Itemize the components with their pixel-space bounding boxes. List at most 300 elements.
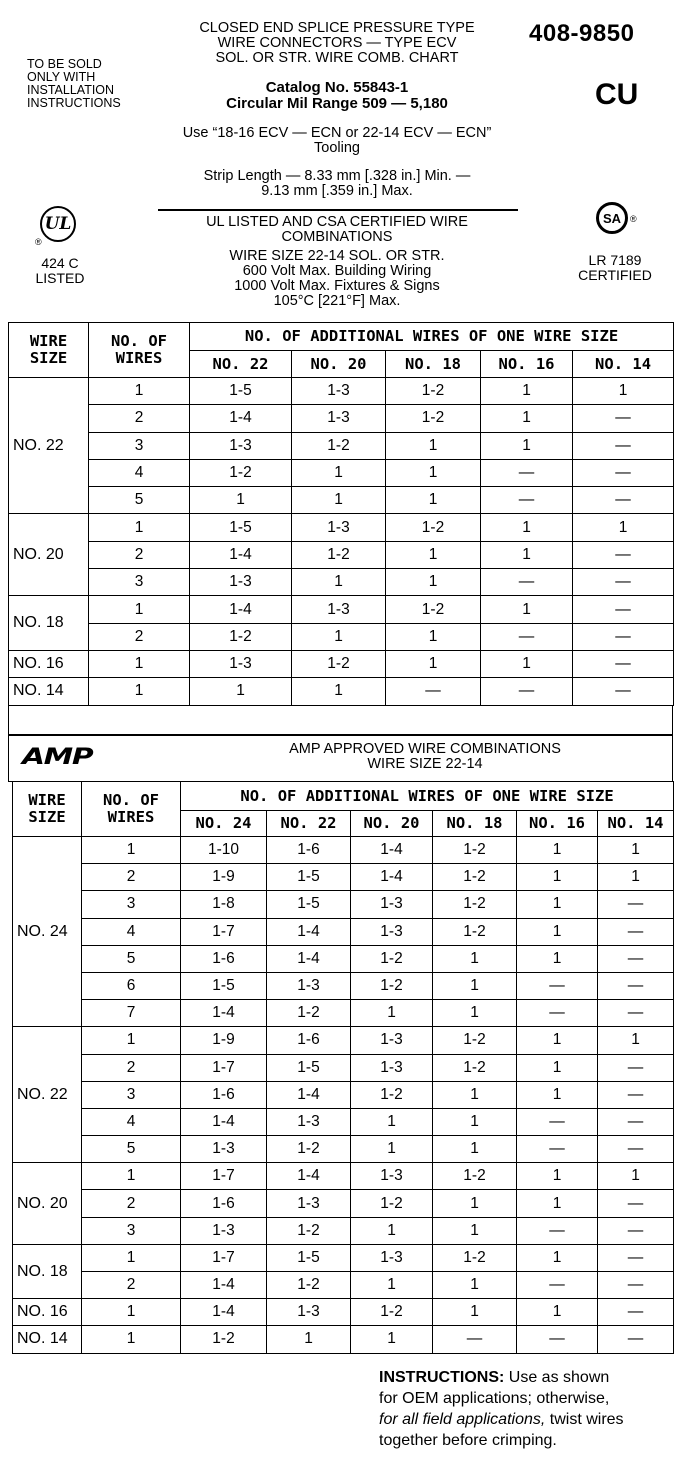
value-cell: 1-3 <box>190 569 292 596</box>
no-of-wires-cell: 3 <box>89 569 190 596</box>
spec-line: 1000 Volt Max. Fixtures & Signs <box>234 278 440 294</box>
value-cell: 1-3 <box>292 514 386 541</box>
value-cell: 1 <box>190 487 292 514</box>
no-of-wires-cell: 5 <box>89 487 190 514</box>
value-cell: — <box>573 405 674 432</box>
value-cell: 1 <box>433 1190 517 1217</box>
table-row <box>13 1299 674 1326</box>
circular-mil-range: Circular Mil Range 509 — 5,180 <box>226 95 448 112</box>
ul-cert-line: 424 C <box>41 255 79 271</box>
registered-mark-icon: ® <box>35 237 42 247</box>
value-cell: 1 <box>481 405 573 432</box>
value-cell: 1-2 <box>433 891 517 918</box>
wire-size-cell: NO. 16 <box>13 1299 82 1326</box>
value-cell: 1 <box>481 378 573 405</box>
column-header: NO. 22 <box>267 811 351 837</box>
strip-line: Strip Length — 8.33 mm [.328 in.] Min. — <box>203 168 471 184</box>
value-cell: — <box>481 569 573 596</box>
value-cell: 1-2 <box>190 459 292 486</box>
value-cell: — <box>598 891 674 918</box>
value-cell: — <box>386 678 481 705</box>
no-of-wires-cell: 5 <box>82 945 181 972</box>
no-of-wires-cell: 1 <box>82 1163 181 1190</box>
note-line: INSTRUCTIONS <box>27 96 121 110</box>
note-line: ONLY WITH <box>27 70 96 84</box>
sale-note <box>27 58 121 110</box>
value-cell: 1-2 <box>267 1272 351 1299</box>
value-cell: 1-3 <box>292 405 386 432</box>
value-cell: 1-7 <box>181 1244 267 1271</box>
value-cell: — <box>573 487 674 514</box>
value-cell: 1 <box>386 569 481 596</box>
no-of-wires-cell: 3 <box>82 1081 181 1108</box>
value-cell: 1-6 <box>181 945 267 972</box>
wire-size-cell: NO. 14 <box>13 1326 82 1353</box>
value-cell: — <box>573 541 674 568</box>
csa-logo-text: SA <box>602 210 622 226</box>
value-cell: 1-2 <box>386 405 481 432</box>
value-cell: — <box>598 1244 674 1271</box>
value-cell: — <box>598 918 674 945</box>
value-cell: 1 <box>517 1244 598 1271</box>
amp-logo-icon: AMP <box>22 745 93 770</box>
table-row <box>9 596 674 623</box>
value-cell: 1-2 <box>386 378 481 405</box>
value-cell: — <box>517 1217 598 1244</box>
header-row <box>13 782 674 811</box>
value-cell: 1-7 <box>181 1054 267 1081</box>
header-line: SIZE <box>29 349 68 367</box>
no-of-wires-cell: 1 <box>82 1027 181 1054</box>
value-cell: — <box>598 1081 674 1108</box>
value-cell: 1 <box>386 541 481 568</box>
header-line: WIRE <box>29 332 68 350</box>
value-cell: 1-4 <box>190 405 292 432</box>
material-code: CU <box>595 78 639 111</box>
value-cell: 1 <box>517 1027 598 1054</box>
no-of-wires-cell: 4 <box>82 1108 181 1135</box>
no-of-wires-cell: 4 <box>82 918 181 945</box>
value-cell: 1-3 <box>267 972 351 999</box>
value-cell: 1-4 <box>190 541 292 568</box>
value-cell: 1 <box>351 1272 433 1299</box>
header-line: SIZE <box>28 808 66 826</box>
instructions-line-2: for OEM applications; otherwise, <box>379 1390 610 1407</box>
header-line: NO. OF <box>111 332 167 350</box>
value-cell: 1-2 <box>292 432 386 459</box>
value-cell: 1-2 <box>267 1136 351 1163</box>
value-cell: 1 <box>598 1163 674 1190</box>
value-cell: — <box>517 1272 598 1299</box>
wire-size-cell: NO. 20 <box>13 1163 82 1245</box>
value-cell: 1 <box>573 378 674 405</box>
table-row <box>9 514 674 541</box>
value-cell: 1 <box>517 1054 598 1081</box>
wire-size-header <box>13 782 82 837</box>
column-header: NO. 14 <box>573 351 674 378</box>
value-cell: 1 <box>292 569 386 596</box>
ul-certification <box>20 256 100 286</box>
value-cell: 1-4 <box>181 1108 267 1135</box>
note-line: INSTALLATION <box>27 83 115 97</box>
value-cell: — <box>598 1054 674 1081</box>
instructions-label: INSTRUCTIONS: <box>379 1369 505 1386</box>
additional-wires-header: NO. OF ADDITIONAL WIRES OF ONE WIRE SIZE <box>190 323 674 351</box>
no-of-wires-cell: 5 <box>82 1136 181 1163</box>
value-cell: 1-3 <box>292 378 386 405</box>
tooling-line: Use “18-16 ECV — ECN or 22-14 ECV — ECN” <box>182 125 492 141</box>
instructions <box>379 1367 679 1451</box>
value-cell: 1 <box>517 1163 598 1190</box>
table-row <box>9 405 674 432</box>
column-header: NO. 14 <box>598 811 674 837</box>
table-spacer <box>8 706 673 736</box>
spec-line: 600 Volt Max. Building Wiring <box>242 263 432 279</box>
value-cell: 1-5 <box>267 1054 351 1081</box>
no-of-wires-cell: 1 <box>82 837 181 864</box>
title-line: CLOSED END SPLICE PRESSURE TYPE <box>199 20 475 36</box>
value-cell: 1 <box>190 678 292 705</box>
value-cell: — <box>598 1299 674 1326</box>
no-of-wires-cell: 2 <box>82 1190 181 1217</box>
column-header: NO. 18 <box>433 811 517 837</box>
value-cell: 1 <box>481 432 573 459</box>
no-of-wires-header <box>82 782 181 837</box>
column-header: NO. 22 <box>190 351 292 378</box>
instructions-line-3 <box>379 1409 679 1430</box>
instructions-line-1 <box>379 1367 679 1388</box>
value-cell: 1-2 <box>292 650 386 677</box>
value-cell: 1-3 <box>267 1299 351 1326</box>
no-of-wires-header <box>89 323 190 378</box>
value-cell: 1-6 <box>267 1027 351 1054</box>
value-cell: 1 <box>433 1000 517 1027</box>
table-row <box>13 1027 674 1054</box>
value-cell: 1-4 <box>267 1081 351 1108</box>
value-cell: 1 <box>433 1272 517 1299</box>
value-cell: 1 <box>433 1081 517 1108</box>
value-cell: 1-3 <box>292 596 386 623</box>
table-row <box>9 541 674 568</box>
value-cell: — <box>481 678 573 705</box>
value-cell: 1 <box>386 459 481 486</box>
table-row <box>9 678 674 705</box>
heading-line: UL LISTED AND CSA CERTIFIED WIRE <box>206 214 468 230</box>
no-of-wires-cell: 2 <box>82 1054 181 1081</box>
no-of-wires-cell: 1 <box>89 378 190 405</box>
divider <box>158 209 518 211</box>
value-cell: — <box>573 678 674 705</box>
csa-cert-line: CERTIFIED <box>578 267 652 283</box>
value-cell: 1 <box>386 432 481 459</box>
value-cell: — <box>598 1000 674 1027</box>
value-cell: — <box>433 1326 517 1353</box>
no-of-wires-cell: 1 <box>89 596 190 623</box>
wire-size-cell: NO. 18 <box>9 596 89 651</box>
column-header: NO. 20 <box>292 351 386 378</box>
value-cell: — <box>481 459 573 486</box>
wire-size-cell: NO. 22 <box>9 378 89 514</box>
header-line: NO. OF <box>103 791 159 809</box>
value-cell: 1-4 <box>181 1000 267 1027</box>
column-header: NO. 24 <box>181 811 267 837</box>
value-cell: 1 <box>292 487 386 514</box>
no-of-wires-cell: 2 <box>89 541 190 568</box>
value-cell: 1 <box>386 623 481 650</box>
value-cell: 1 <box>433 1217 517 1244</box>
value-cell: 1-4 <box>181 1299 267 1326</box>
ul-logo-icon <box>40 206 76 242</box>
value-cell: 1-2 <box>433 1163 517 1190</box>
value-cell: 1 <box>481 541 573 568</box>
no-of-wires-cell: 2 <box>89 623 190 650</box>
column-header: NO. 20 <box>351 811 433 837</box>
value-cell: 1 <box>517 891 598 918</box>
csa-cert-line: LR 7189 <box>588 252 642 268</box>
value-cell: — <box>481 487 573 514</box>
wire-size-cell: NO. 18 <box>13 1244 82 1298</box>
value-cell: — <box>598 945 674 972</box>
table-row <box>13 1272 674 1299</box>
ul-csa-heading <box>150 215 524 245</box>
value-cell: — <box>517 1326 598 1353</box>
header-line: WIRES <box>115 349 163 367</box>
strip-length <box>150 169 524 199</box>
table-row <box>13 837 674 864</box>
value-cell: 1-2 <box>181 1326 267 1353</box>
value-cell: 1-8 <box>181 891 267 918</box>
value-cell: — <box>481 623 573 650</box>
table-row <box>13 1054 674 1081</box>
value-cell: 1-4 <box>181 1272 267 1299</box>
no-of-wires-cell: 1 <box>89 678 190 705</box>
value-cell: 1 <box>292 678 386 705</box>
value-cell: 1-3 <box>351 918 433 945</box>
value-cell: 1 <box>517 918 598 945</box>
table-row <box>13 918 674 945</box>
table-row <box>13 945 674 972</box>
value-cell: — <box>573 569 674 596</box>
value-cell: — <box>517 972 598 999</box>
value-cell: 1-5 <box>267 864 351 891</box>
table-row <box>9 378 674 405</box>
column-header: NO. 16 <box>481 351 573 378</box>
value-cell: 1-10 <box>181 837 267 864</box>
value-cell: 1-6 <box>181 1190 267 1217</box>
no-of-wires-cell: 1 <box>89 514 190 541</box>
spec-line: 105°C [221°F] Max. <box>273 293 401 309</box>
value-cell: 1 <box>517 945 598 972</box>
value-cell: — <box>573 596 674 623</box>
value-cell: 1-2 <box>267 1217 351 1244</box>
value-cell: 1 <box>481 596 573 623</box>
no-of-wires-cell: 1 <box>82 1299 181 1326</box>
value-cell: 1 <box>351 1326 433 1353</box>
value-cell: — <box>517 1136 598 1163</box>
value-cell: 1-3 <box>190 432 292 459</box>
header-line: WIRE <box>28 791 66 809</box>
value-cell: 1 <box>598 837 674 864</box>
value-cell: 1 <box>598 1027 674 1054</box>
value-cell: 1-2 <box>433 1054 517 1081</box>
value-cell: 1-3 <box>351 1163 433 1190</box>
table-row <box>9 487 674 514</box>
value-cell: — <box>573 650 674 677</box>
no-of-wires-cell: 1 <box>82 1326 181 1353</box>
value-cell: — <box>598 972 674 999</box>
amp-heading-line: WIRE SIZE 22-14 <box>367 756 483 772</box>
no-of-wires-cell: 2 <box>89 405 190 432</box>
table-row <box>13 891 674 918</box>
value-cell: 1 <box>433 945 517 972</box>
no-of-wires-cell: 1 <box>82 1244 181 1271</box>
value-cell: 1-5 <box>190 378 292 405</box>
heading-line: COMBINATIONS <box>281 229 393 245</box>
value-cell: 1-5 <box>190 514 292 541</box>
value-cell: 1-6 <box>267 837 351 864</box>
value-cell: — <box>598 1108 674 1135</box>
value-cell: 1 <box>433 1299 517 1326</box>
table-row <box>13 972 674 999</box>
value-cell: 1-3 <box>181 1217 267 1244</box>
value-cell: 1-2 <box>190 623 292 650</box>
value-cell: 1-2 <box>433 1244 517 1271</box>
note-line: TO BE SOLD <box>27 57 102 71</box>
value-cell: 1 <box>433 1108 517 1135</box>
value-cell: 1-2 <box>433 1027 517 1054</box>
value-cell: 1-4 <box>190 596 292 623</box>
value-cell: — <box>598 1272 674 1299</box>
value-cell: 1-2 <box>351 1190 433 1217</box>
header-row <box>9 323 674 351</box>
chart-title <box>160 21 514 66</box>
column-header: NO. 18 <box>386 351 481 378</box>
value-cell: 1 <box>267 1326 351 1353</box>
value-cell: 1 <box>481 514 573 541</box>
value-cell: 1-3 <box>267 1108 351 1135</box>
table-row <box>13 1136 674 1163</box>
value-cell: 1-3 <box>351 1244 433 1271</box>
value-cell: 1 <box>292 459 386 486</box>
value-cell: 1-3 <box>351 1027 433 1054</box>
value-cell: 1-9 <box>181 1027 267 1054</box>
value-cell: 1 <box>517 837 598 864</box>
title-line: WIRE CONNECTORS — TYPE ECV <box>217 35 457 51</box>
no-of-wires-cell: 6 <box>82 972 181 999</box>
table-row <box>9 432 674 459</box>
value-cell: 1 <box>517 1190 598 1217</box>
value-cell: — <box>573 432 674 459</box>
instructions-text: twist wires <box>545 1411 624 1428</box>
tooling-line: Tooling <box>314 140 360 156</box>
value-cell: 1-3 <box>351 891 433 918</box>
value-cell: 1-2 <box>386 596 481 623</box>
no-of-wires-cell: 3 <box>89 432 190 459</box>
value-cell: 1-7 <box>181 1163 267 1190</box>
value-cell: 1-4 <box>267 1163 351 1190</box>
instructions-line-4: together before crimping. <box>379 1432 557 1449</box>
table-row <box>9 459 674 486</box>
value-cell: 1-4 <box>351 864 433 891</box>
value-cell: 1-2 <box>351 1299 433 1326</box>
value-cell: 1 <box>292 623 386 650</box>
no-of-wires-cell: 3 <box>82 1217 181 1244</box>
value-cell: 1 <box>351 1000 433 1027</box>
value-cell: 1-4 <box>267 918 351 945</box>
table-row <box>13 1000 674 1027</box>
ul-csa-combination-table <box>8 322 674 706</box>
no-of-wires-cell: 3 <box>82 891 181 918</box>
value-cell: 1-9 <box>181 864 267 891</box>
no-of-wires-cell: 7 <box>82 1000 181 1027</box>
value-cell: — <box>598 1217 674 1244</box>
instructions-text: Use as shown <box>504 1369 610 1386</box>
ul-logo-text: UL <box>44 214 72 234</box>
csa-logo-icon <box>596 202 628 234</box>
ul-cert-line: LISTED <box>35 270 85 286</box>
amp-heading <box>240 742 610 772</box>
table-row <box>13 864 674 891</box>
table-row <box>9 650 674 677</box>
wire-size-cell: NO. 16 <box>9 650 89 677</box>
value-cell: 1-5 <box>181 972 267 999</box>
value-cell: 1-3 <box>181 1136 267 1163</box>
table-row <box>13 1326 674 1353</box>
document-number: 408-9850 <box>529 20 635 47</box>
value-cell: 1-2 <box>433 837 517 864</box>
value-cell: 1-2 <box>292 541 386 568</box>
value-cell: 1 <box>351 1136 433 1163</box>
no-of-wires-cell: 1 <box>89 650 190 677</box>
table-row <box>13 1217 674 1244</box>
no-of-wires-cell: 4 <box>89 459 190 486</box>
value-cell: 1 <box>386 487 481 514</box>
value-cell: 1-2 <box>267 1000 351 1027</box>
wire-size-header <box>9 323 89 378</box>
table-row <box>9 569 674 596</box>
value-cell: 1 <box>517 1081 598 1108</box>
value-cell: 1-3 <box>190 650 292 677</box>
value-cell: 1-2 <box>351 972 433 999</box>
value-cell: 1 <box>351 1108 433 1135</box>
value-cell: — <box>517 1000 598 1027</box>
value-cell: 1 <box>517 864 598 891</box>
catalog-number: Catalog No. 55843-1 <box>265 79 409 96</box>
instructions-emphasis: for all field applications, <box>379 1411 546 1428</box>
wire-size-cell: NO. 14 <box>9 678 89 705</box>
spec-line: WIRE SIZE 22-14 SOL. OR STR. <box>229 248 445 264</box>
table-row <box>13 1081 674 1108</box>
catalog-block <box>185 80 489 112</box>
csa-certification <box>565 253 665 283</box>
column-header: NO. 16 <box>517 811 598 837</box>
wire-size-cell: NO. 20 <box>9 514 89 596</box>
value-cell: 1 <box>573 514 674 541</box>
no-of-wires-cell: 2 <box>82 1272 181 1299</box>
value-cell: — <box>598 1190 674 1217</box>
value-cell: — <box>573 459 674 486</box>
additional-wires-header: NO. OF ADDITIONAL WIRES OF ONE WIRE SIZE <box>181 782 674 811</box>
value-cell: 1 <box>598 864 674 891</box>
value-cell: 1-3 <box>267 1190 351 1217</box>
value-cell: 1-2 <box>351 1081 433 1108</box>
no-of-wires-cell: 2 <box>82 864 181 891</box>
value-cell: — <box>517 1108 598 1135</box>
value-cell: 1 <box>481 650 573 677</box>
value-cell: — <box>598 1136 674 1163</box>
value-cell: 1-3 <box>351 1054 433 1081</box>
value-cell: 1-2 <box>433 864 517 891</box>
